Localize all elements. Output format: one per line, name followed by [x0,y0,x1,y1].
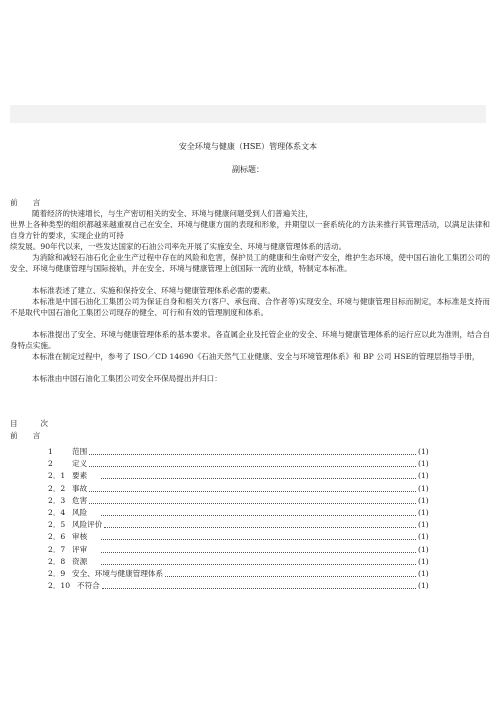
toc-leader [89,466,416,467]
toc-heading: 目 次 [10,419,48,428]
paragraph-1: 随着经济的快速增长，与生产密切相关的安全、环境与健康问题受到人们普遍关注， [32,209,313,218]
toc-entry-number: 2．6 [48,532,66,541]
paragraph-4: 为消除和减轻石油石化企业生产过程中存在的风险和危害，保护员工的健康和生命财产安全，维护生态环境，使中国石油化工集团公司的安全、环境与健康管理与国际接轨，并在安全、环境与健康管理上创国际一流的业绩，特制定本标准。 [10,253,490,273]
toc-entry-number: 2．8 [48,557,66,566]
toc-entry-label: 要素 [72,471,88,480]
toc-entry-page: (1) [418,557,429,566]
toc-leader [89,454,416,455]
toc-entry-number: 2．5 [48,520,66,529]
toc-entry-page: (1) [418,459,429,468]
toc-entry-label: 定义 [72,459,88,468]
toc-entry-page: (1) [418,484,429,493]
toc-entry-page: (1) [418,581,429,590]
toc-entry-page: (1) [418,520,429,529]
toc-leader [101,478,416,479]
toc-entry-label: 危害 [72,496,88,505]
toc-entry-number: 2．9 [48,569,66,578]
toc-entry-label: 审核 [72,532,88,541]
paragraph-6: 本标准是中国石油化工集团公司为保证自身和相关方(客户、承包商、合作者等)实现安全、环境与健康管理目标而制定，本标准是支持而不是取代中国石油化工集团公司现存的健全、可行和有效的管理制度和体系。 [10,297,490,317]
toc-entry-page: (1) [418,471,429,480]
foreword-heading: 前 言 [10,198,41,207]
toc-entry-page: (1) [418,496,429,505]
header-band [10,105,486,123]
toc-leader [89,491,416,492]
document-title: 安全环境与健康（HSE）管理体系文本 [178,142,318,151]
paragraph-2: 世界上各种类型的组织都越来越重视自己在安全、环境与健康方面的表现和形象，并期望以一套系统化的方法来推行其管理活动，以满足法律和自身方针的要求，实现企业的可持 [10,220,490,240]
toc-entry-label: 安全、环境与健康管理体系 [72,569,164,578]
toc-entry-label: 评审 [72,545,88,554]
toc-entry-page: (1) [418,508,429,517]
toc-leader [89,503,416,504]
toc-entry-number: 2．7 [48,545,66,554]
toc-entry-number: 2．1 [48,471,66,480]
toc-entry-page: (1) [418,545,429,554]
toc-entry-label: 资源 [72,557,88,566]
document-subtitle: 副标题： [232,165,264,174]
paragraph-9: 本标准由中国石油化工集团公司安全环保局提出并归口： [32,374,222,383]
toc-entry-number: 1 [48,447,53,456]
toc-entry-number: 2．3 [48,496,66,505]
paragraph-5: 本标准表述了建立、实施和保持安全、环境与健康管理体系必需的要素。 [32,286,275,295]
toc-leader [165,576,416,577]
toc-leader [101,564,416,565]
toc-entry-label: 不符合 [77,581,100,590]
toc-leader [104,527,416,528]
toc-entry-page: (1) [418,532,429,541]
toc-entry-label: 范围 [72,447,88,456]
toc-entry-number: 2 [48,459,53,468]
paragraph-7: 本标准提出了安全、环境与健康管理体系的基本要求。各直属企业及托管企业的安全、环境与健康管理体系的运行应以此为准则，结合自身特点实施。 [10,330,490,350]
toc-entry-number: 2．4 [48,508,66,517]
toc-leader [102,588,416,589]
toc-entry-number: 2．10 [48,581,71,590]
toc-entry-label: 事故 [72,484,88,493]
paragraph-8: 本标准在制定过程中，参考了 ISO／CD 14690《石油天然气工业健康、安全与环境管理体系》和 BP 公司 HSE的管理层指导手册， [32,352,480,361]
toc-entry-label: 风险 [72,508,88,517]
toc-leader [101,515,416,516]
toc-entry-label: 风险评价 [72,520,103,529]
toc-foreword[interactable]: 前 言 [10,431,41,440]
toc-entry-page: (1) [418,447,429,456]
paragraph-3: 续发展。90年代以来，一些发达国家的石油公司率先开展了实施安全、环境与健康管理体系的活动。 [10,242,347,251]
toc-leader [101,539,416,540]
toc-entry-page: (1) [418,569,429,578]
toc-leader [101,552,416,553]
toc-entry-number: 2．2 [48,484,66,493]
